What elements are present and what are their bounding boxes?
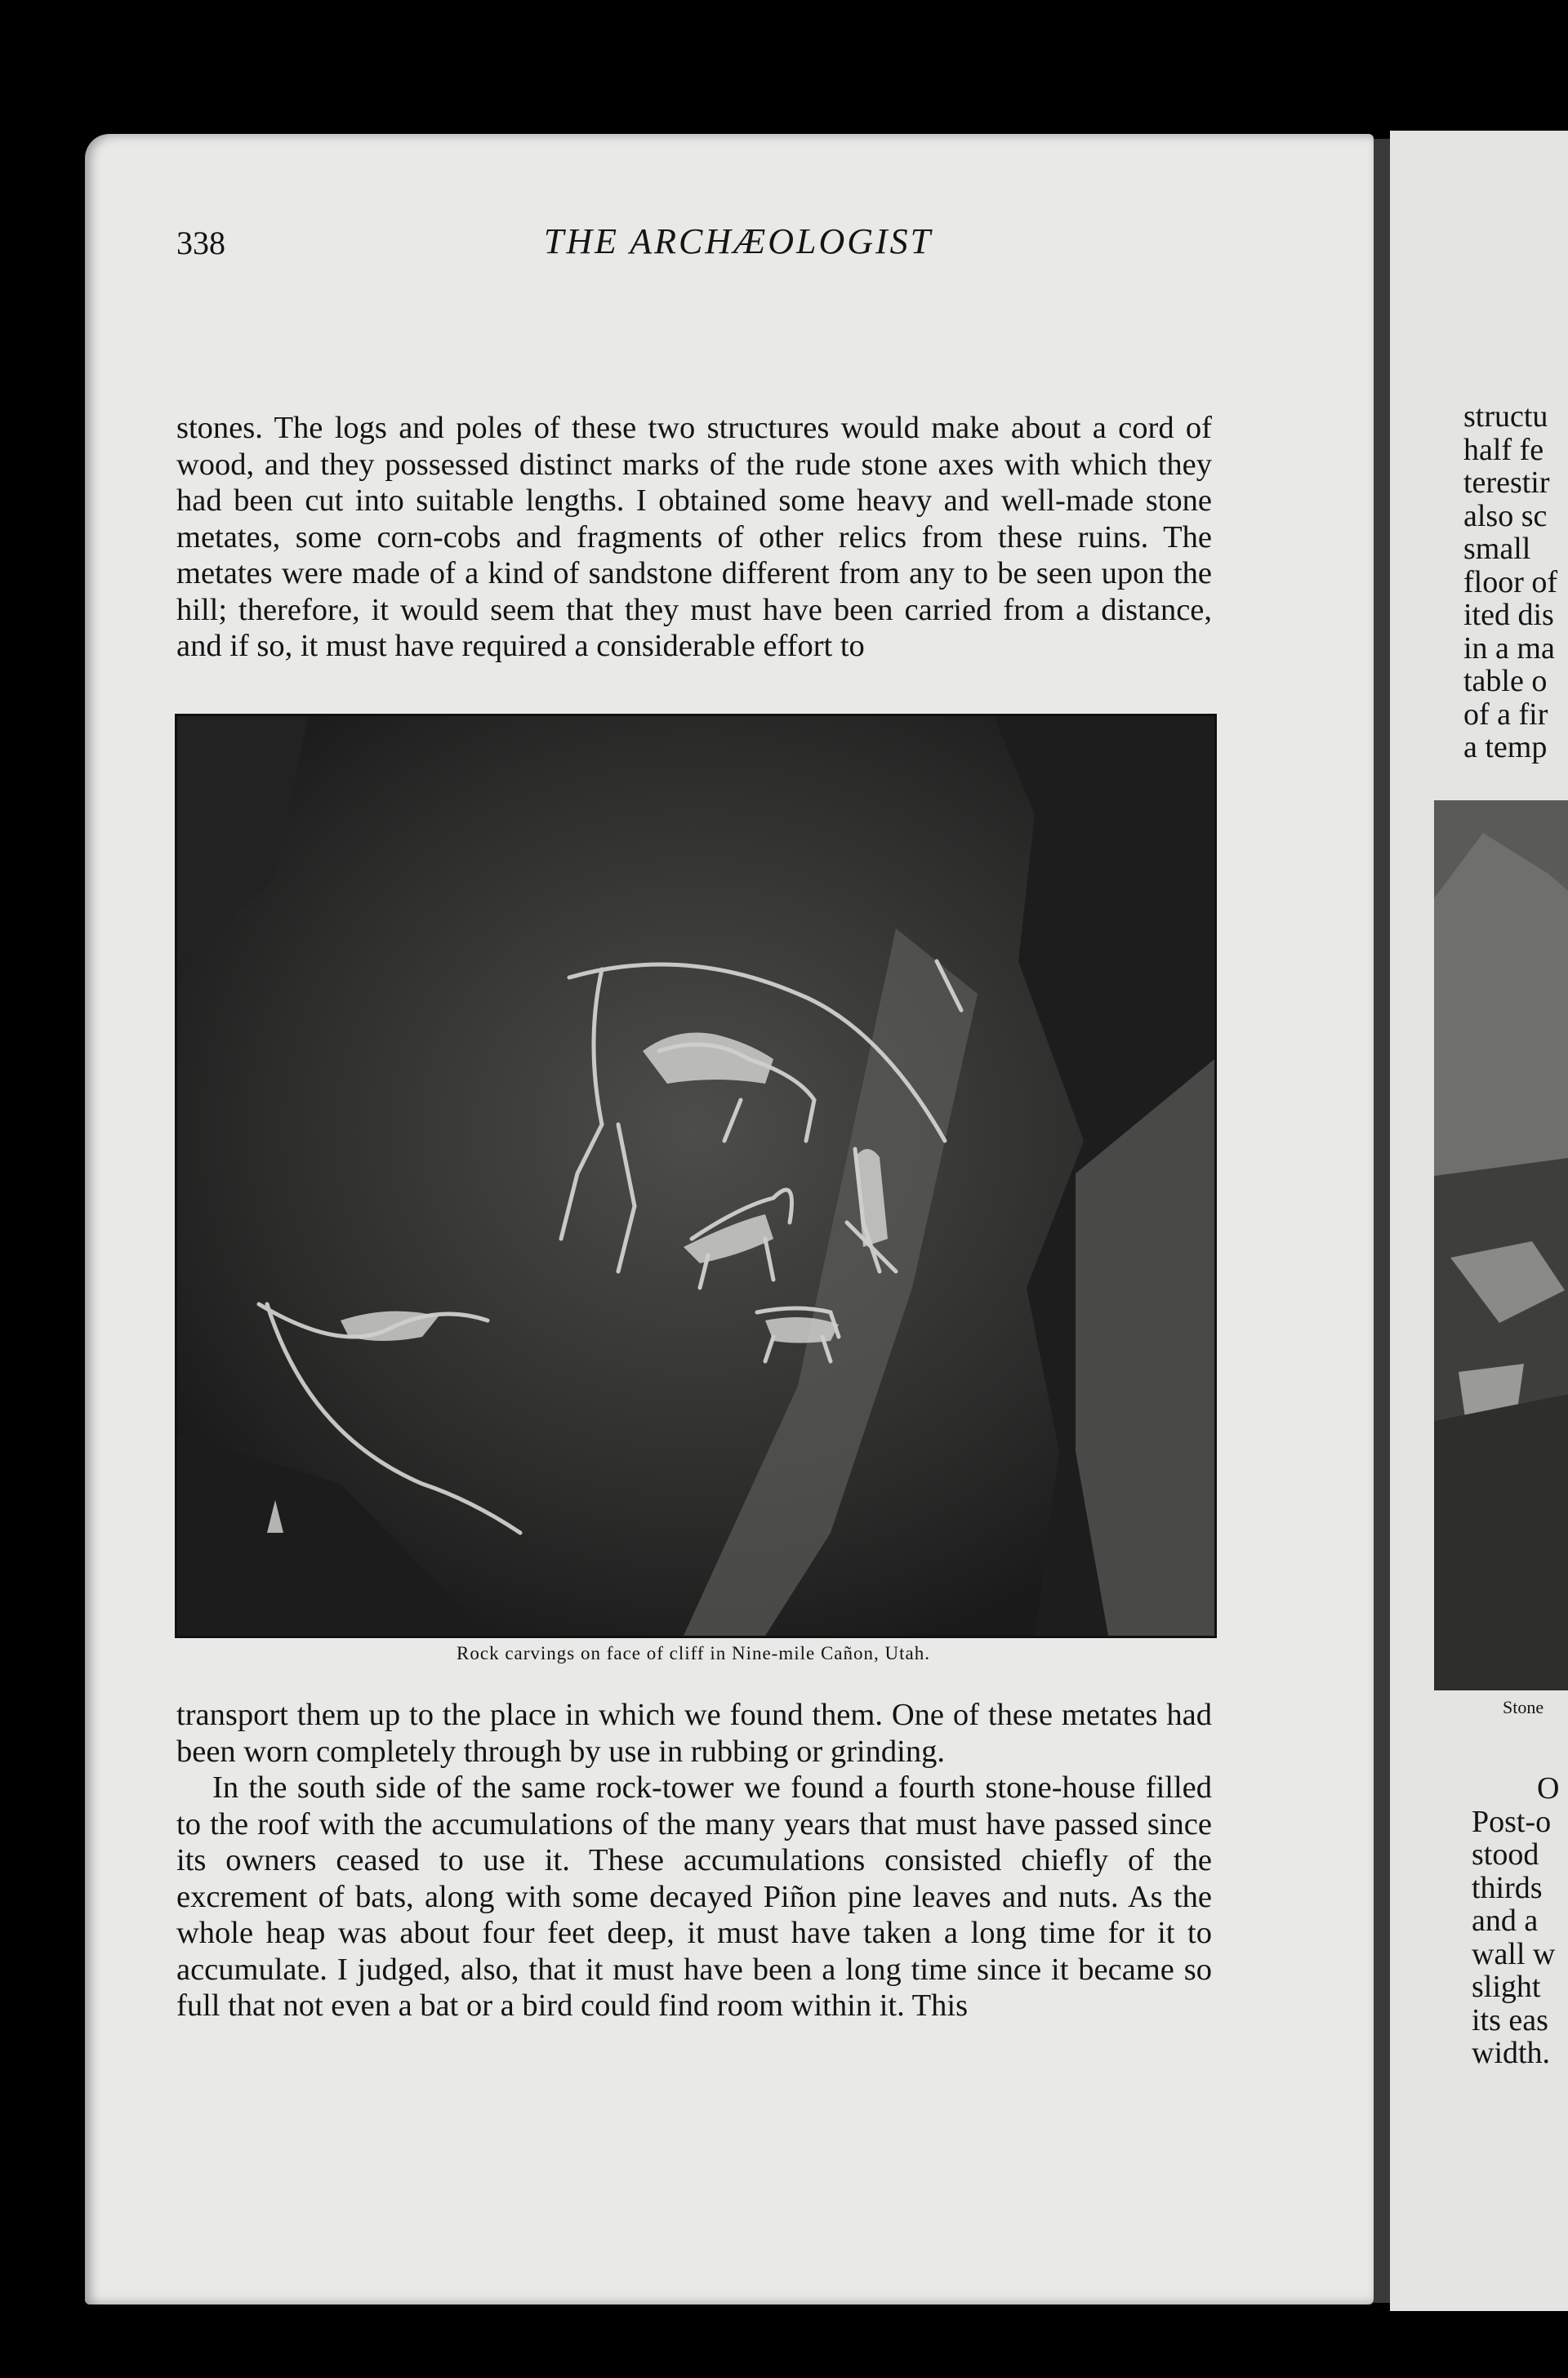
book-gutter [1374, 139, 1390, 2303]
running-head: THE ARCHÆOLOGIST [543, 221, 933, 261]
right-page-photo [1434, 800, 1568, 1690]
top-paragraph: stones. The logs and poles of these two structures would make about a cord of wood, and they possessed distinct marks of the rude stone axes with which they had been cut into suitable lengths. I obtained some heavy and well-made stone metates, some corn-cobs and fragments of other relics from these ruins. The metates were made of a kind of sandstone different from any to be seen upon the hill; therefore, it would seem that they must have been carried from a distance, and if so, it must have required a considerable effort to [176, 411, 1212, 663]
right-page [1390, 131, 1568, 2311]
bottom-text: transport them up to the place in which we found them. One of these metates had been worn completely through by use in rubbing or grinding. In the south side of the same rock-tower we found a fourth stone-house filled to the roof with the accumulations of the many years that must have passed since its owners ceased to use it. These accumulations consisted chiefly of the excrement of bats, along with some decayed Piñon pine leaves and nuts. As the whole heap was about four feet deep, it must have taken a long time for it to accumulate. I judged, also, that it must have been a long time since it became so full that not even a bat or a bird could find room within it. This [176, 1698, 1212, 2023]
right-page-photo-caption: Stone [1503, 1697, 1544, 1717]
right-page-bottom-text: O Post-o stood thirds and a wall w slight its eas width. [1472, 1771, 1560, 2070]
page-header [176, 220, 1300, 269]
right-page-top-text: structu half fe terestir also sc small floor of ited dis in a ma table o of a fir a temp [1463, 399, 1558, 764]
figure-caption: Rock carvings on face of cliff in Nine-mile Cañon, Utah. [457, 1643, 930, 1663]
rock-carvings-photo [175, 714, 1217, 1638]
page-number: 338 [176, 225, 225, 261]
